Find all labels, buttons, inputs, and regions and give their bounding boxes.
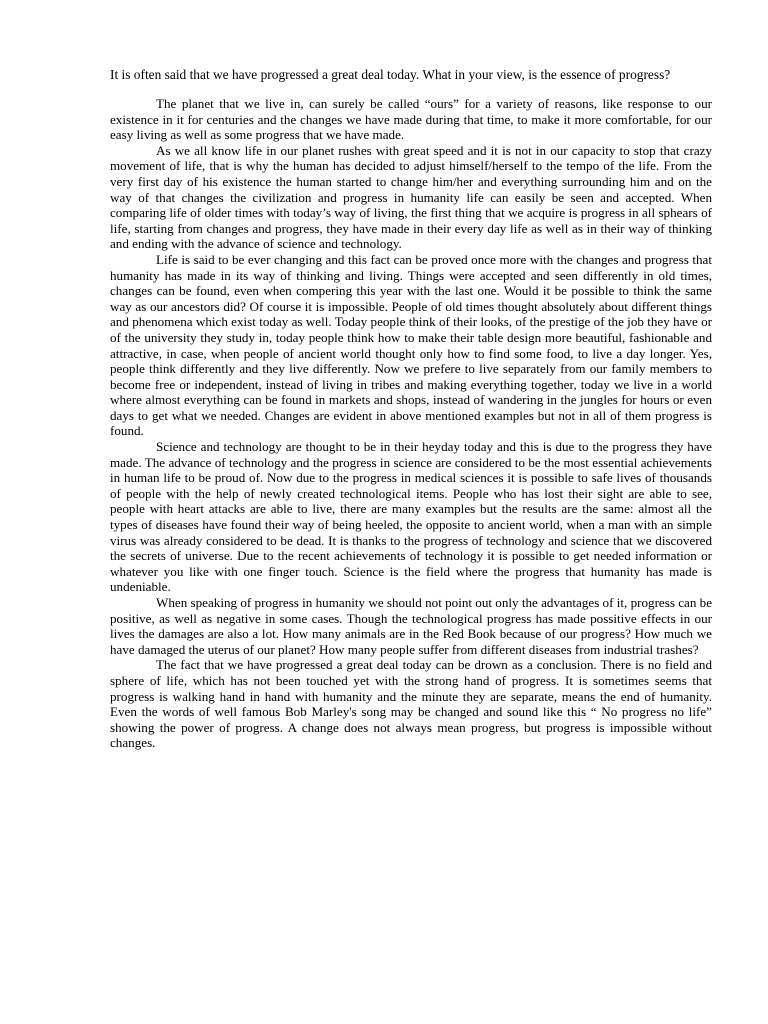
paragraph-life-speed: As we all know life in our planet rushes with great speed and it is not in our capacity to stop that crazy movement of life, that is why the human has decided to adjust himself/herself to the tempo of the life. From the very first day of his existence the human started to change him/her and everything surrounding him and on the way of that changes the civilization and progress in humanity life can easily be seen and accepted. When comparing life of older times with today’s way of living, the first thing that we acquire is progress in all sphears of life, starting from changes and progress, they have made in their every day life as well as in their way of thinking and ending with the advance of science and technology. (110, 142, 712, 252)
paragraph-conclusion: The fact that we have progressed a great deal today can be drown as a conclusion. There is no field and sphere of life, which has not been touched yet with the strong hand of progress. It is sometimes seems that progress is walking hand in hand with humanity and the minute they are separate, means the end of humanity. Even the words of well famous Bob Marley's song may be changed and sound like this “ No progress no life” showing the power of progress. A change does not always mean progress, but progress is impossible without changes. (110, 657, 712, 751)
paragraph-negative-effects: When speaking of progress in humanity we should not point out only the advantages of it, progress can be positive, as well as negative in some cases. Though the technological progress has made possitive effects in our lives the damages are also a lot. How many animals are in the Red Book because of our progress? How much we have damaged the uterus of our planet? How many people suffer from different diseases from industrial trashes? (110, 595, 713, 657)
document-page (110, 66, 712, 751)
paragraph-science-technology: Science and technology are thought to be in their heyday today and this is due to the progress they have made. The advance of technology and the progress in science are considered to be the most essential achievements in human life to be proud of. Now due to the progress in medical sciences it is possible to safe lives of thousands of people with the help of newly created technological items. People who has lost their sight are able to see, people with heart attacks are able to live, there are many examples but the results are the same: almost all the types of diseases have found their way of being heeled, the opposite to ancient world, when a man with an simple virus was already considered to be dead. It is thanks to the progress of technology and science that we discovered the secrets of universe. Due to the recent achievements of technology it is possible to get needed information or whatever you like with one finger touch. Science is the field where the progress that humanity has made is undeniable. (110, 439, 712, 595)
essay-prompt: It is often said that we have progressed a great deal today. What in your view, is the essence of progress? (110, 67, 671, 82)
paragraph-intro: The planet that we live in, can surely be called “ours” for a variety of reasons, like response to our existence in it for centuries and the changes we have made during that time, to make it more comfortable, for our easy living as well as some progress that we have made. (110, 96, 712, 143)
paragraph-changing-life: Life is said to be ever changing and this fact can be proved once more with the changes and progress that humanity has made in its way of thinking and living. Things were accepted and seen differently in old times, changes can be found, even when compering this year with the last one. Would it be possible to think the same way as our ancestors did? Of course it is impossible. People of old times thought absolutely about different things and phenomena which exist today as well. Today people think of their looks, of the prestige of the job they have or of the university they study in, today people think how to make their table design more beautiful, fashionable and attractive, in case, when people of ancient world thought only how to find some food, to live a day longer. Yes, people think differently and they live differently. Now we prefere to live separately from our family members to become free or independent, instead of living in tribes and making everything together, today we live in a world where almost everything can be found in markets and shops, instead of wandering in the jungles for hours or even days to get what we needed. Changes are evident in above mentioned examples but not in all of them progress is found. (110, 251, 712, 439)
